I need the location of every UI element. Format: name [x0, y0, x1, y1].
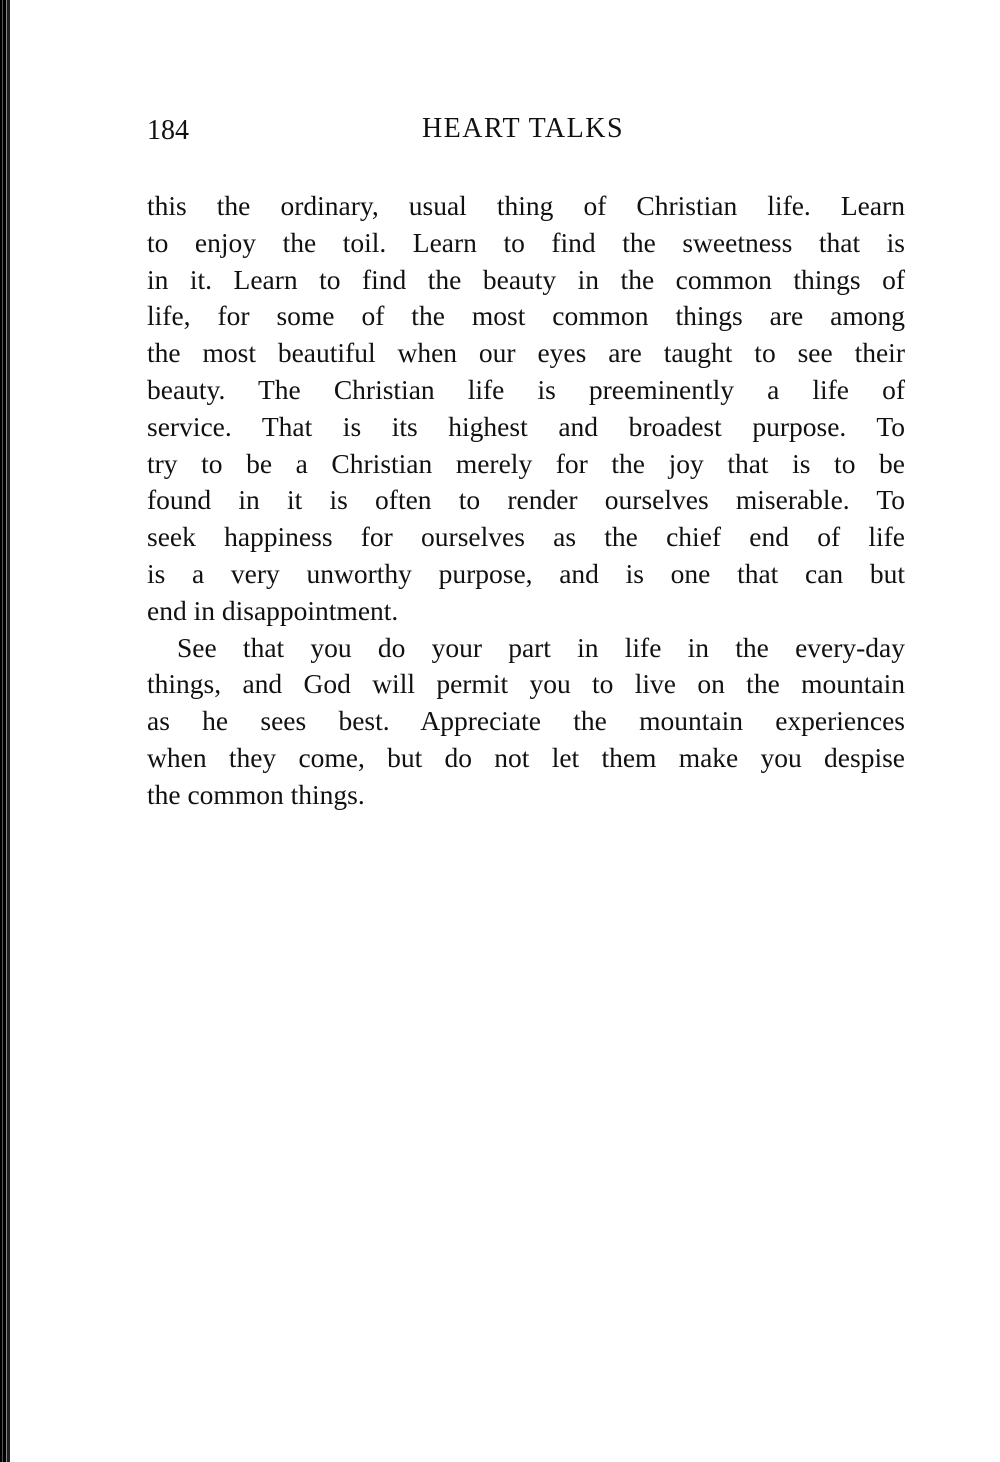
text-line: end in disappointment. — [147, 594, 399, 626]
text-line: try to be a Christian merely for the joy that is to be — [147, 447, 905, 479]
book-binding-edge — [0, 0, 10, 1462]
text-line: the common things. — [147, 778, 365, 810]
paragraph — [147, 188, 905, 630]
text-line: when they come, but do not let them make you despise — [147, 741, 905, 773]
text-line: the most beautiful when our eyes are taught to see their — [147, 337, 905, 369]
text-line: to enjoy the toil. Learn to find the sweetness that is — [147, 226, 905, 258]
text-line: as he sees best. Appreciate the mountain experiences — [147, 705, 905, 737]
text-line: is a very unworthy purpose, and is one that can but — [147, 557, 905, 589]
text-line: found in it is often to render ourselves miserable. To — [147, 484, 905, 516]
body-text — [147, 188, 905, 814]
text-line: in it. Learn to find the beauty in the common things of — [147, 263, 905, 295]
text-line: beauty. The Christian life is preeminently a life of — [147, 373, 905, 405]
paragraph — [147, 630, 905, 814]
running-head: HEART TALKS — [421, 113, 625, 144]
text-line: seek happiness for ourselves as the chief end of life — [147, 521, 905, 553]
text-line: things, and God will permit you to live on the mountain — [147, 668, 905, 700]
text-line: this the ordinary, usual thing of Christian life. Learn — [147, 190, 905, 221]
page-number: 184 — [147, 115, 189, 146]
text-line: service. That is its highest and broadest purpose. To — [147, 410, 905, 442]
text-line: See that you do your part in life in the every-day — [177, 631, 905, 663]
text-line: life, for some of the most common things are among — [147, 300, 905, 332]
